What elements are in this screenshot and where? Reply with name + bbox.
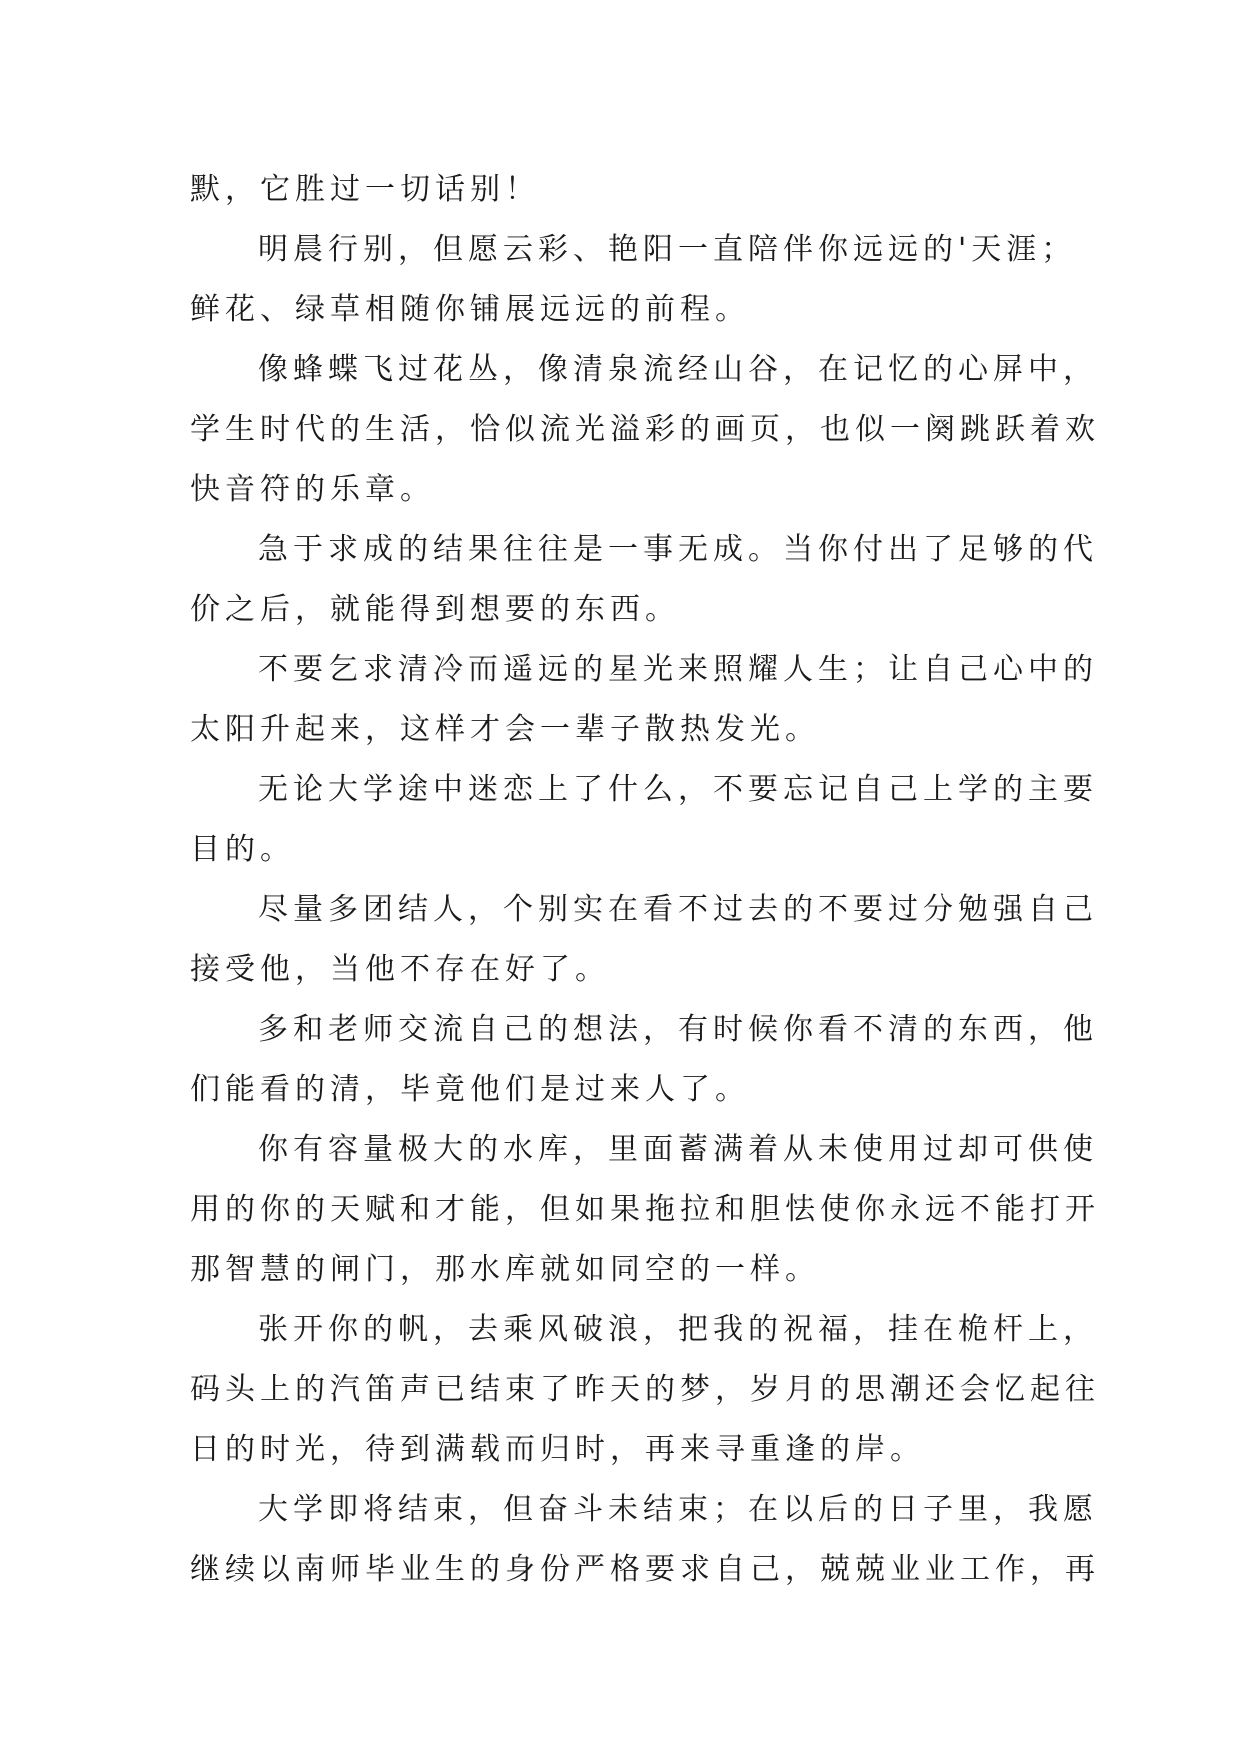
- text-line: 明晨行别，但愿云彩、艳阳一直陪伴你远远的'天涯；: [258, 232, 1077, 267]
- text-line: 目的。: [190, 832, 295, 867]
- text-line: 日的时光，待到满载而归时，再来寻重逢的岸。: [190, 1432, 925, 1467]
- document-body: [190, 160, 1100, 1600]
- text-line: 用的你的天赋和才能，但如果拖拉和胆怯使你永远不能打开: [190, 1192, 1100, 1227]
- text-line: 张开你的帆，去乘风破浪，把我的祝福，挂在桅杆上，: [258, 1312, 1098, 1347]
- text-line: 接受他，当他不存在好了。: [190, 952, 610, 987]
- text-line: 像蜂蝶飞过花丛，像清泉流经山谷，在记忆的心屏中，: [258, 352, 1098, 387]
- text-line: 尽量多团结人，个别实在看不过去的不要过分勉强自己: [258, 892, 1098, 927]
- text-line: 码头上的汽笛声已结束了昨天的梦，岁月的思潮还会忆起往: [190, 1372, 1100, 1407]
- text-line: 鲜花、绿草相随你铺展远远的前程。: [190, 292, 750, 327]
- text-line: 默，它胜过一切话别！: [190, 172, 540, 207]
- text-line: 无论大学途中迷恋上了什么，不要忘记自己上学的主要: [258, 772, 1098, 807]
- text-line: 继续以南师毕业生的身份严格要求自己，兢兢业业工作，再: [190, 1552, 1100, 1587]
- text-line: 快音符的乐章。: [190, 472, 435, 507]
- text-line: 不要乞求清冷而遥远的星光来照耀人生；让自己心中的: [258, 652, 1098, 687]
- text-line: 大学即将结束，但奋斗未结束；在以后的日子里，我愿: [258, 1492, 1098, 1527]
- text-line: 急于求成的结果往往是一事无成。当你付出了足够的代: [258, 532, 1098, 567]
- text-line: 学生时代的生活，恰似流光溢彩的画页，也似一阕跳跃着欢: [190, 412, 1100, 447]
- text-line: 那智慧的闸门，那水库就如同空的一样。: [190, 1252, 820, 1287]
- text-line: 你有容量极大的水库，里面蓄满着从未使用过却可供使: [258, 1132, 1098, 1167]
- text-line: 价之后，就能得到想要的东西。: [190, 592, 680, 627]
- text-line: 们能看的清，毕竟他们是过来人了。: [190, 1072, 750, 1107]
- text-line: 太阳升起来，这样才会一辈子散热发光。: [190, 712, 820, 747]
- text-line: 多和老师交流自己的想法，有时候你看不清的东西，他: [258, 1012, 1098, 1047]
